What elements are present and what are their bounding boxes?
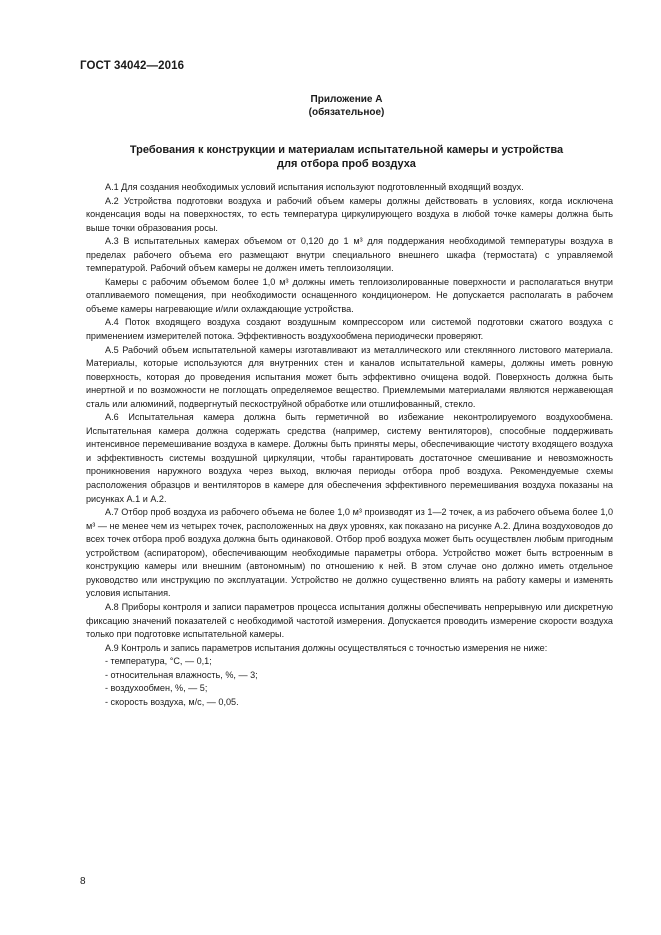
standard-header: ГОСТ 34042—2016 <box>80 60 185 72</box>
paragraph-a7: А.7 Отбор проб воздуха из рабочего объема не более 1,0 м³ производят из 1—2 точек, а из рабочего объема более 1,0 м³ — не менее чем из четырех точек, расположенных на двух уровнях, как показано на рисунке А.2. Длина воздуховодов до всех точек отбора проб воздуха должна быть одинаковой. Отбор проб воздуха может быть осуществлен любым пригодным устройством (аспиратором), обеспечивающим необходимые параметры отбора. Устройство может быть встроенным в конструкцию камеры или внешним (автономным) по отношению к ней. В этом случае оно должно иметь отдельное руководство или инструкцию по эксплуатации. Устройство не должно существенно влиять на работу камеры и изменять условия испытания. <box>86 507 613 599</box>
list-item: - скорость воздуха, м/с, — 0,05. <box>105 696 239 707</box>
paragraph-a4: А.4 Поток входящего воздуха создают воздушным компрессором или системой подготовки сжатого воздуха с применением измерителей потока. Эффективность воздухообмена периодически проверяют. <box>86 317 613 342</box>
annex-status: (обязательное) <box>308 107 385 118</box>
paragraph-a6: А.6 Испытательная камера должна быть герметичной во избежание неконтролируемого воздухообмена. Испытательная камера должна содержать средства (например, систему вентиляторов), способные поддерживать интенсивное перемешивание воздуха в камере. Должны быть приняты меры, обеспечивающие чистоту входящего воздуха и эффективность системы воздушной циркуляции, чтобы гарантировать достаточное смешивание и невозможность проникновения наружного воздуха через выход, включая периоды отбора проб воздуха. Рекомендуемые схемы расположения образцов и вентиляторов в камере для обеспечения эффективного перемешивания воздуха показаны на рисунках А.1 и А.2. <box>86 412 613 504</box>
section-title-line-1: Требования к конструкции и материалам испытательной камеры и устройства <box>129 144 564 156</box>
paragraph-a8: А.8 Приборы контроля и записи параметров процесса испытания должны обеспечивать непрерывную или дискретную фиксацию значений показателей с необходимой частотой измерения. Допускается проводить измерение скорости воздуха только при подготовке испытательной камеры. <box>86 601 613 640</box>
paragraph-a9: А.9 Контроль и запись параметров испытания должны осуществляться с точностью измерения не ниже: <box>105 642 548 653</box>
section-title-line-2: для отбора проб воздуха <box>277 158 416 170</box>
document-body <box>86 181 613 709</box>
paragraph-a2: А.2 Устройства подготовки воздуха и рабочий объем камеры должны действовать в условиях, когда исключена конденсация воды на поверхностях, то есть температура циркулирующего воздуха в любой точке камеры должна быть выше точки образования росы. <box>86 195 613 233</box>
list-item: - относительная влажность, %, — 3; <box>105 669 258 680</box>
list-item: - воздухообмен, %, — 5; <box>105 683 208 694</box>
annex-heading <box>80 93 613 119</box>
paragraph-a1: А.1 Для создания необходимых условий испытания используют подготовленный входящий воздух. <box>105 182 524 192</box>
paragraph-a3-continued: Камеры с рабочим объемом более 1,0 м³ должны иметь теплоизолированные поверхности и располагаться внутри отапливаемого помещения, при необходимости оснащенного кондиционером. Не допускается располагать в рабочем объеме камеры нагревающие и/или охлаждающие устройства. <box>86 276 613 314</box>
annex-title: Приложение А <box>310 94 383 105</box>
section-title <box>80 143 613 171</box>
page-number: 8 <box>80 876 86 887</box>
list-item: - температура, °С, — 0,1; <box>105 656 212 667</box>
paragraph-a3: А.3 В испытательных камерах объемом от 0,120 до 1 м³ для поддержания необходимой температуры воздуха в пределах рабочего объема его размещают внутри специального внешнего шкафа (термостата) с управляемой температурой. Рабочий объем камеры не должен иметь теплоизоляции. <box>86 236 613 274</box>
paragraph-a5: А.5 Рабочий объем испытательной камеры изготавливают из металлического или стеклянного листового материала. Материалы, которые используются для внутренних стен и каналов испытательной камеры, должны иметь ровную поверхность, которая до проведения испытания может быть эффективно очищена водой. Поверхность должна быть инертной и по возможности не поглощать определяемое вещество. Приемлемыми материалами являются нержавеющая сталь или алюминий, подвергнутый пескоструйной обработке или отшлифованный, стекло. <box>86 344 613 409</box>
